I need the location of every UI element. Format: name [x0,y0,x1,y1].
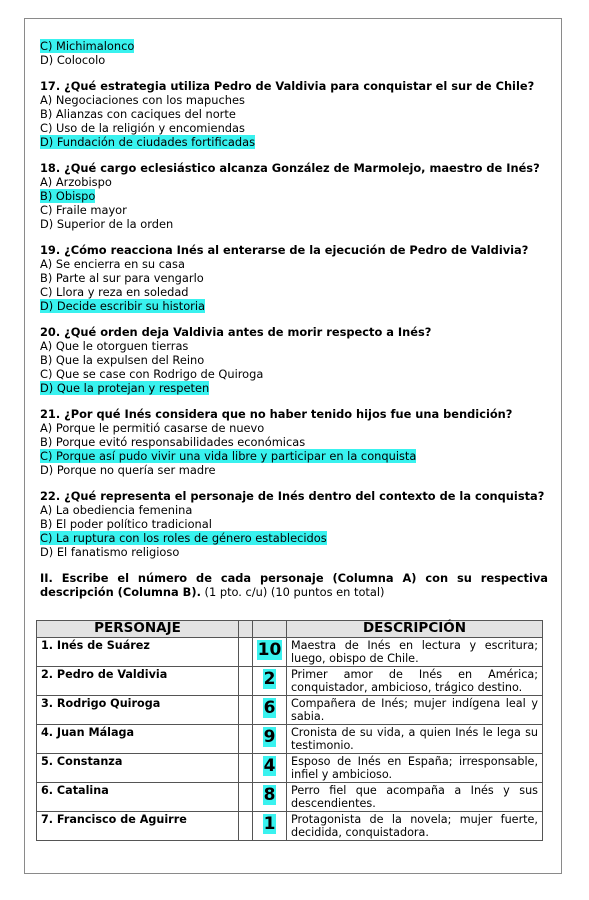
character-name: 7. Francisco de Aguirre [37,812,239,841]
quiz-content [40,39,548,599]
answer-cell[interactable] [253,725,287,754]
option [40,353,548,367]
question-title: 18. ¿Qué cargo eclesiástico alcanza González de Marmolejo, maestro de Inés? [40,161,540,175]
option [40,93,548,107]
option-text: D) El fanatismo religioso [40,545,180,559]
matching-table [36,620,543,841]
answer-cell[interactable] [253,667,287,696]
option-text: B) El poder político tradicional [40,517,212,531]
answer-number: 10 [257,640,282,660]
answer-number: 9 [263,727,276,747]
answer-cell[interactable] [253,783,287,812]
question-21 [40,407,548,477]
option-text: C) Que se case con Rodrigo de Quiroga [40,367,264,381]
question-title: 17. ¿Qué estrategia utiliza Pedro de Valdivia para conquistar el sur de Chile? [40,79,535,93]
option [40,121,548,135]
description: Esposo de Inés en España; irresponsable, infiel y ambicioso. [287,754,543,783]
table-row [37,638,543,667]
option-text: B) Que la expulsen del Reino [40,353,205,367]
question-20 [40,325,548,395]
option-text: D) Porque no quería ser madre [40,463,216,477]
question-title: 21. ¿Por qué Inés considera que no haber tenido hijos fue una bendición? [40,407,513,421]
option-text: A) Arzobispo [40,175,112,189]
option [40,39,548,53]
character-name: 1. Inés de Suárez [37,638,239,667]
option-text: B) Porque evitó responsabilidades económicas [40,435,306,449]
table-row [37,754,543,783]
option [40,463,548,477]
blank-cell [239,725,253,754]
blank-cell [239,638,253,667]
option [40,53,548,67]
option [40,299,548,313]
option-text: A) Porque le permitió casarse de nuevo [40,421,265,435]
header-answer-spacer [253,621,287,638]
highlighted-answer: D) Decide escribir su historia [40,299,206,313]
option [40,449,548,463]
highlighted-answer: C) La ruptura con los roles de género establecidos [40,531,327,545]
option-text: C) Llora y reza en soledad [40,285,189,299]
table-row [37,696,543,725]
description: Maestra de Inés en lectura y escritura; luego, obispo de Chile. [287,638,543,667]
answer-number: 6 [263,698,276,718]
header-personaje: PERSONAJE [37,621,239,638]
header-descripcion: DESCRIPCIÓN [287,621,543,638]
option-text: C) Fraile mayor [40,203,127,217]
section-two-bold: II. Escribe el número de cada personaje (Columna A) con su respectiva descripción (Columna B). [40,571,548,599]
question-16-tail [40,39,548,67]
option-text: B) Parte al sur para vengarlo [40,271,204,285]
option [40,175,548,189]
question-title: 20. ¿Qué orden deja Valdivia antes de morir respecto a Inés? [40,325,432,339]
answer-cell[interactable] [253,754,287,783]
answer-number: 2 [263,669,276,689]
table-row [37,667,543,696]
character-name: 2. Pedro de Valdivia [37,667,239,696]
highlighted-answer: C) Michimalonco [40,39,135,53]
option [40,435,548,449]
option [40,189,548,203]
character-name: 6. Catalina [37,783,239,812]
blank-cell [239,783,253,812]
option [40,367,548,381]
section-two-instructions [40,571,548,599]
option [40,421,548,435]
answer-cell[interactable] [253,812,287,841]
description: Perro fiel que acompaña a Inés y sus descendientes. [287,783,543,812]
option [40,545,548,559]
option [40,503,548,517]
option-text: C) Uso de la religión y encomiendas [40,121,245,135]
answer-cell[interactable] [253,638,287,667]
option-text: B) Alianzas con caciques del norte [40,107,236,121]
option-text: D) Superior de la orden [40,217,174,231]
character-name: 3. Rodrigo Quiroga [37,696,239,725]
highlighted-answer: C) Porque así pudo vivir una vida libre y participar en la conquista [40,449,417,463]
option-text: D) Colocolo [40,53,106,67]
description: Protagonista de la novela; mujer fuerte, decidida, conquistadora. [287,812,543,841]
option-text: A) Que le otorguen tierras [40,339,189,353]
blank-cell [239,754,253,783]
answer-number: 1 [263,814,276,834]
answer-number: 8 [263,785,276,805]
option-text: A) Se encierra en su casa [40,257,185,271]
section-two-points: (1 pto. c/u) (10 puntos en total) [200,585,385,599]
option-text: A) Negociaciones con los mapuches [40,93,245,107]
question-19 [40,243,548,313]
answer-cell[interactable] [253,696,287,725]
option [40,135,548,149]
question-title: 22. ¿Qué representa el personaje de Inés dentro del contexto de la conquista? [40,489,545,503]
highlighted-answer: D) Fundación de ciudades fortificadas [40,135,256,149]
table-row [37,725,543,754]
highlighted-answer: B) Obispo [40,189,96,203]
option [40,381,548,395]
highlighted-answer: D) Que la protejan y respeten [40,381,210,395]
question-22 [40,489,548,559]
question-18 [40,161,548,231]
option [40,285,548,299]
table-row [37,783,543,812]
description: Primer amor de Inés en América; conquistador, ambicioso, trágico destino. [287,667,543,696]
option [40,517,548,531]
option [40,203,548,217]
option [40,339,548,353]
blank-cell [239,812,253,841]
option [40,217,548,231]
header-spacer [239,621,253,638]
character-name: 5. Constanza [37,754,239,783]
blank-cell [239,667,253,696]
option [40,257,548,271]
description: Cronista de su vida, a quien Inés le lega su testimonio. [287,725,543,754]
character-name: 4. Juan Málaga [37,725,239,754]
blank-cell [239,696,253,725]
question-title: 19. ¿Cómo reacciona Inés al enterarse de la ejecución de Pedro de Valdivia? [40,243,529,257]
option-text: A) La obediencia femenina [40,503,193,517]
option [40,271,548,285]
description: Compañera de Inés; mujer indígena leal y sabia. [287,696,543,725]
table-header-row [37,621,543,638]
question-17 [40,79,548,149]
answer-number: 4 [263,756,276,776]
table-row [37,812,543,841]
option [40,531,548,545]
option [40,107,548,121]
